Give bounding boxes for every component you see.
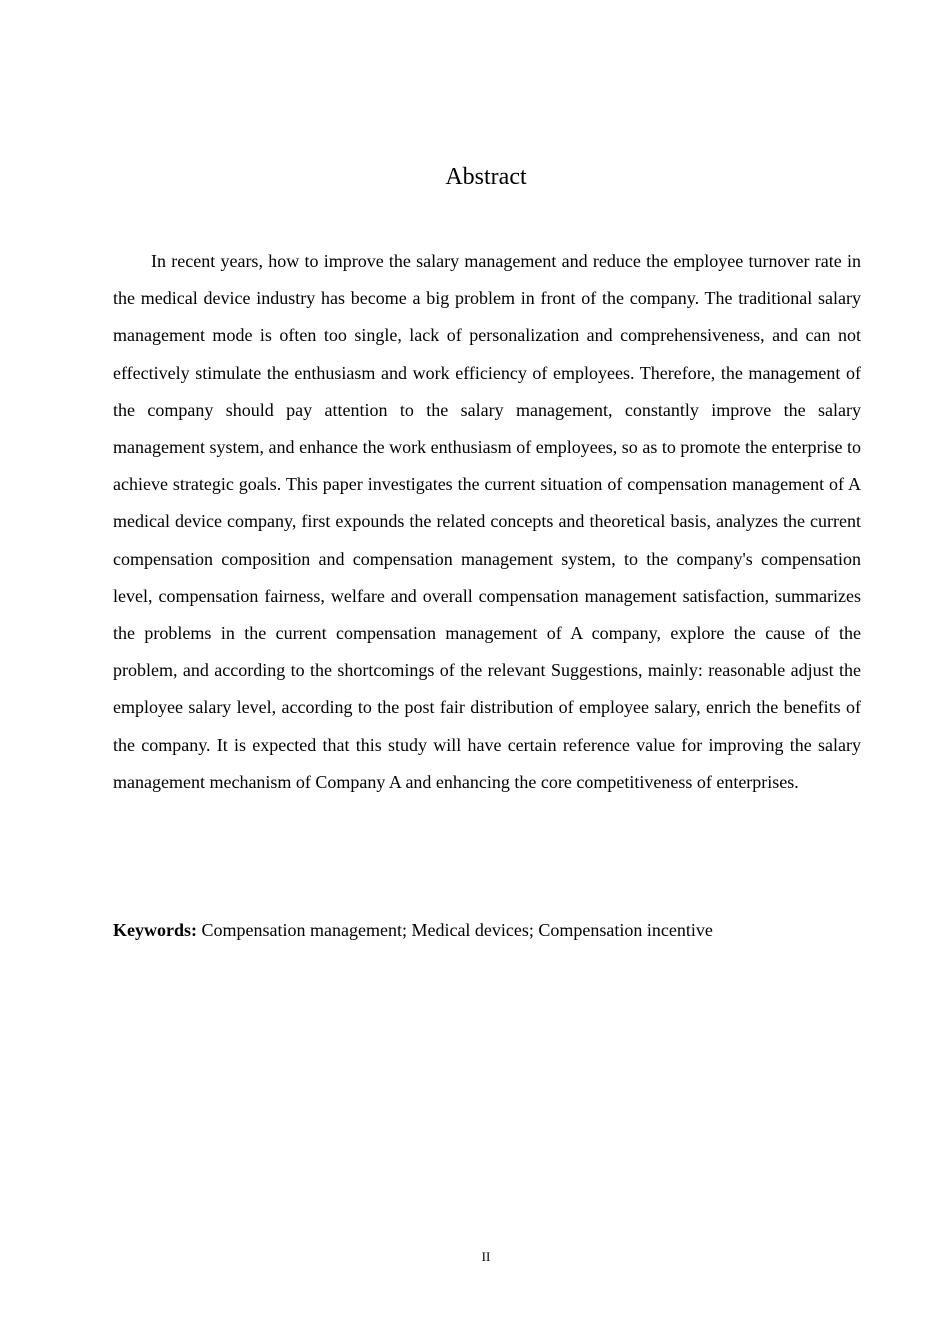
abstract-paragraph: In recent years, how to improve the salary management and reduce the employee turnover rate in the medical device industry has become a big problem in front of the company. The traditional salary management mode is often too single, lack of personalization and comprehensiveness, and can not effectively stimulate the enthusiasm and work efficiency of employees. Therefore, the management of the company should pay attention to the salary management, constantly improve the salary management system, and enhance the work enthusiasm of employees, so as to promote the enterprise to achieve strategic goals. This paper investigates the current situation of compensation management of A medical device company, first expounds the related concepts and theoretical basis, analyzes the current compensation composition and compensation management system, to the company's compensation level, compensation fairness, welfare and overall compensation management satisfaction, summarizes the problems in the current compensation management of A company, explore the cause of the problem, and according to the shortcomings of the relevant Suggestions, mainly: reasonable adjust the employee salary level, according to the post fair distribution of employee salary, enrich the benefits of the company. It is expected that this study will have certain reference value for improving the salary management mechanism of Company A and enhancing the core competitiveness of enterprises.	[113, 251, 861, 792]
page-title: Abstract	[445, 164, 527, 190]
page-number: II	[481, 1249, 491, 1264]
keywords-line	[113, 913, 861, 947]
keywords-text: Compensation management; Medical devices; Compensation incentive	[201, 920, 713, 940]
keywords-label: Keywords:	[113, 920, 197, 940]
